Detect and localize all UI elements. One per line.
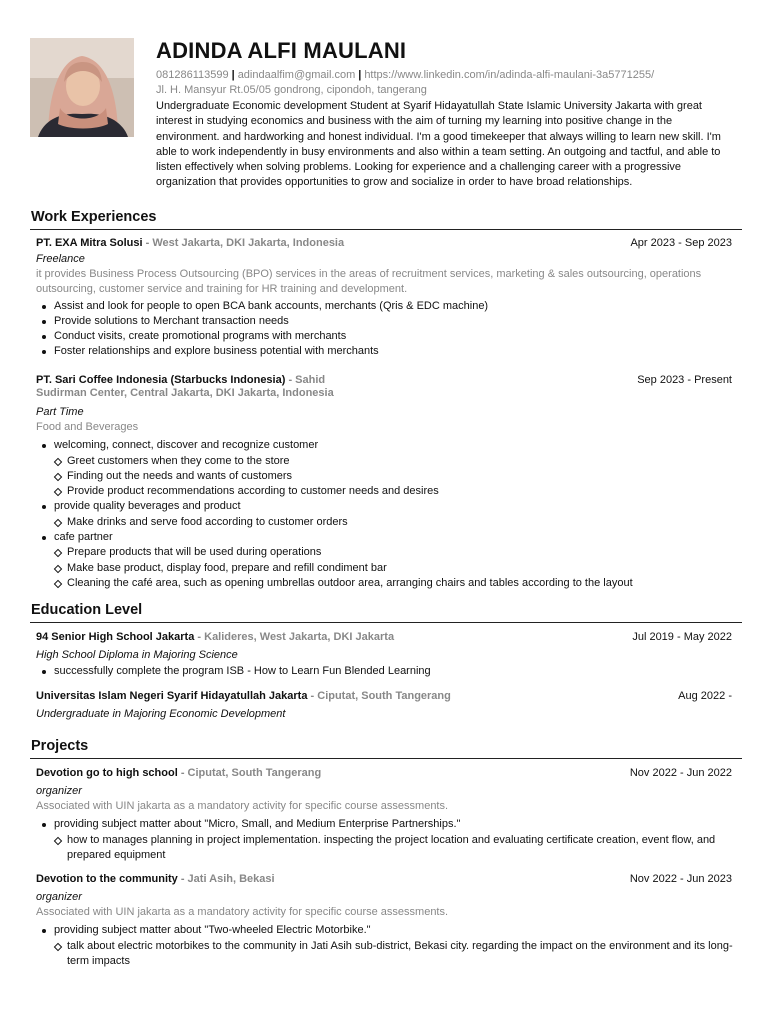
project-location: - Jati Asih, Bekasi <box>177 873 275 885</box>
entry-description: Food and Beverages <box>36 421 139 433</box>
entry-date: Jul 2019 - May 2022 <box>632 631 732 643</box>
bullet-item: Provide solutions to Merchant transaction needs <box>36 314 732 329</box>
bullet-item: Conduct visits, create promotional programs with merchants <box>36 329 732 344</box>
contact-separator: | <box>231 69 235 81</box>
sub-bullet-item: Make base product, display food, prepare and refill condiment bar <box>36 561 732 576</box>
bullet-list <box>36 817 732 863</box>
entry-head <box>36 373 732 388</box>
section-title-work: Work Experiences <box>30 208 742 230</box>
institution-location: - Ciputat, South Tangerang <box>307 690 451 702</box>
project-entry <box>36 872 732 969</box>
bullet-item: Assist and look for people to open BCA bank accounts, merchants (Qris & EDC machine) <box>36 299 732 314</box>
organization-location-continued: Sudirman Center, Central Jakarta, DKI Jakarta, Indonesia <box>36 387 334 399</box>
organization-location: - West Jakarta, DKI Jakarta, Indonesia <box>142 237 345 249</box>
bullet-item: providing subject matter about "Micro, Small, and Medium Enterprise Partnerships." <box>36 817 732 832</box>
entry-head <box>36 689 732 704</box>
project-description: Associated with UIN jakarta as a mandatory activity for specific course assessments. <box>36 906 449 918</box>
bullet-item: successfully complete the program ISB - How to Learn Fun Blended Learning <box>36 664 732 679</box>
entry-date: Nov 2022 - Jun 2023 <box>629 873 732 885</box>
sub-bullet-item: Prepare products that will be used during operations <box>36 545 732 560</box>
linkedin-link[interactable]: https://www.linkedin.com/in/adinda-alfi-maulani-3a5771255/ <box>364 69 655 81</box>
work-entry <box>36 236 732 360</box>
organization-location: - Sahid <box>285 374 326 386</box>
entry-description: it provides Business Process Outsourcing (BPO) services in the areas of recruitment services, marketing & sales outsourcing, operations outsourcing, customer service and training for HR training and development. <box>36 268 702 296</box>
entry-role: Freelance <box>36 253 85 265</box>
project-role: organizer <box>36 891 82 903</box>
sub-bullet-item: Cleaning the café area, such as opening umbrellas outdoor area, arranging chairs and tables according to the layout <box>36 576 732 591</box>
entry-head <box>36 766 732 781</box>
entry-head <box>36 872 732 887</box>
bullet-item: cafe partner <box>36 530 732 545</box>
bullet-item: welcoming, connect, discover and recognize customer <box>36 438 732 453</box>
entry-head <box>36 236 732 251</box>
project-entry <box>36 766 732 863</box>
entry-date: Aug 2022 - <box>678 690 732 702</box>
phone-number: 081286113599 <box>156 69 229 81</box>
header-info <box>156 38 736 191</box>
education-entry <box>36 689 732 722</box>
sub-bullet-item: how to manages planning in project implementation. inspecting the project location and evaluating certificate creation, event flow, and prepared equipment <box>36 833 732 864</box>
bullet-list <box>36 299 732 360</box>
bullet-item: Foster relationships and explore business potential with merchants <box>36 344 732 359</box>
entry-date: Sep 2023 - Present <box>637 374 732 386</box>
sub-bullet-item: Finding out the needs and wants of customers <box>36 469 732 484</box>
contact-line <box>156 68 736 83</box>
degree: Undergraduate in Majoring Economic Development <box>36 708 286 720</box>
project-name: Devotion go to high school <box>36 767 178 779</box>
education-entry <box>36 630 732 679</box>
institution-location: - Kalideres, West Jakarta, DKI Jakarta <box>194 631 395 643</box>
candidate-name: ADINDA ALFI MAULANI <box>156 38 407 63</box>
sub-bullet-item: Greet customers when they come to the store <box>36 454 732 469</box>
email-link[interactable]: adindaalfim@gmail.com <box>237 69 356 81</box>
section-title-education: Education Level <box>30 601 742 623</box>
project-location: - Ciputat, South Tangerang <box>177 767 322 779</box>
entry-date: Nov 2022 - Jun 2022 <box>629 767 732 779</box>
project-role: organizer <box>36 785 82 797</box>
bullet-list <box>36 664 732 679</box>
sub-bullet-item: talk about electric motorbikes to the community in Jati Asih sub-district, Bekasi city. regarding the impact on the environment and its long-term impacts <box>36 939 742 970</box>
contact-separator: | <box>358 69 362 81</box>
entry-date: Apr 2023 - Sep 2023 <box>630 237 732 249</box>
bullet-item: provide quality beverages and product <box>36 499 732 514</box>
address: Jl. H. Mansyur Rt.05/05 gondrong, cipondoh, tangerang <box>156 84 427 96</box>
entry-head <box>36 630 732 645</box>
organization-name: PT. Sari Coffee Indonesia (Starbucks Indonesia) <box>36 374 286 386</box>
project-name: Devotion to the community <box>36 873 178 885</box>
bullet-list <box>36 923 742 969</box>
organization-name: PT. EXA Mitra Solusi <box>36 237 143 249</box>
resume-header <box>30 38 742 198</box>
entry-role: Part Time <box>36 406 84 418</box>
sub-bullet-item: Make drinks and serve food according to customer orders <box>36 515 732 530</box>
degree: High School Diploma in Majoring Science <box>36 649 238 661</box>
profile-photo <box>30 38 134 137</box>
bullet-item: providing subject matter about "Two-wheeled Electric Motorbike." <box>36 923 742 938</box>
work-entry <box>36 373 732 591</box>
institution-name: Universitas Islam Negeri Syarif Hidayatullah Jakarta <box>36 690 308 702</box>
institution-name: 94 Senior High School Jakarta <box>36 631 195 643</box>
sub-bullet-item: Provide product recommendations according to customer needs and desires <box>36 484 732 499</box>
bullet-list <box>36 438 732 591</box>
profile-summary: Undergraduate Economic development Student at Syarif Hidayatullah State Islamic University Jakarta with great interest in studying economics and business with the aim of turning my learning into positive change in the environment. and hardworking and honest individual. I'm a good timekeeper that always willing to learn new skill. I'm able to work independently in busy environments and also within a team setting. An outgoing and tactful, and able to listen effectively when solving problems. Looking for experience and a challenging career with a progressive organization that provides opportunities to grow and socialize in order to have broad relationships. <box>156 100 721 189</box>
project-description: Associated with UIN jakarta as a mandatory activity for specific course assessments. <box>36 800 449 812</box>
section-title-projects: Projects <box>30 737 742 759</box>
